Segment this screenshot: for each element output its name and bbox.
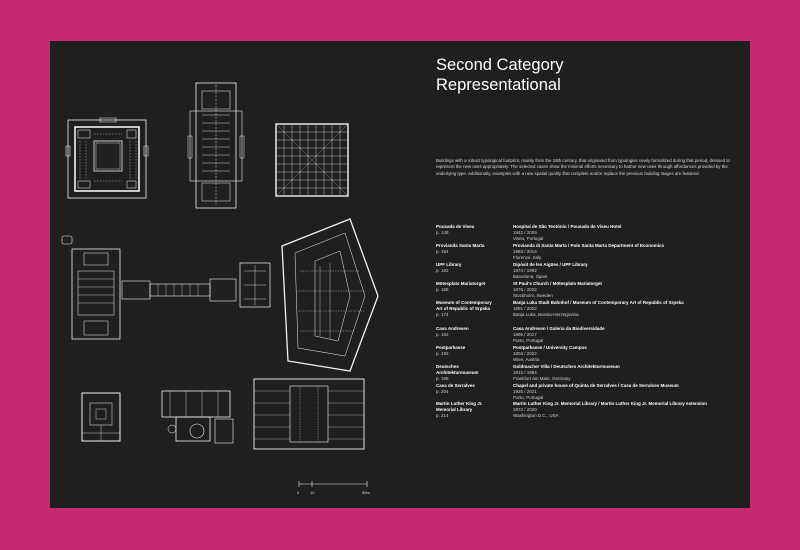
page-reference: p. 154 [436,248,449,254]
project-subtitle: Goldmacher Villa / Deutsches Architekturmuseum [513,364,620,369]
page-title [436,55,564,95]
project-name: Architekturmuseum [436,369,479,375]
project-name-column [436,300,510,318]
project-location: Barcelona, Spain [513,273,548,279]
project-name-column [436,224,510,236]
project-location: Wien, Austria [513,356,540,362]
plan-pousada-de-viseu [66,118,148,198]
project-years: 1972 / 2020 [513,406,537,412]
intro-paragraph: Buildings with a robust typological footprint, mainly from the 19th century, that originated from typologies newly formalized during that period, dressed to represent the new uses appropriately. The selected cases show the minimal efforts necessary to harbor new uses through affordances provided by the underlying type. Additionally, examples with a new spatial quality that complete and/or replace the previous building stages are featured. [436,158,731,176]
project-detail-column [513,326,743,344]
project-name-column [436,364,510,382]
project-location: Washington D.C., USA [513,412,559,418]
project-subtitle: Hospital de São Teotónio / Pousada de Viseu Hotel [513,224,622,229]
project-years: 1925 / 2021 [513,388,537,394]
project-location: Stockholm, Sweden [513,292,553,298]
project-detail-column [513,224,743,242]
page-reference: p. 192 [436,350,449,356]
project-detail-column [513,262,743,280]
project-name: UPF Library [436,262,462,267]
scale-tick-50m: 50m [362,490,370,495]
page-reference: p. 214 [436,412,449,418]
project-subtitle: St Paul's Church / Mötesplats Mariatorget [513,281,602,286]
page-reference: p. 204 [436,388,449,394]
plan-casa-de-serralves [162,391,233,443]
project-years: 1891 / 2022 [513,305,537,311]
project-name: Deutsches [436,364,459,369]
plan-martin-luther-king-library [282,219,378,371]
project-name-column [436,326,510,338]
page-reference: p. 198 [436,375,449,381]
project-years: 1874 / 1992 [513,267,537,273]
plan-banja-luka-station [122,263,270,307]
project-detail-column [513,243,743,261]
project-years: 1912 / 1984 [513,369,537,375]
page-reference: p. 162 [436,267,449,273]
project-subtitle: Postparkasse / University Campus [513,345,587,350]
project-name: Pousada de Viseu [436,224,475,229]
project-detail-column [513,300,743,318]
project-name: Provianda Santa Marta [436,243,485,248]
project-location: Frankfurt am Main, Germany [513,375,571,381]
page-reference: p. 148 [436,229,449,235]
project-subtitle: Dipòsit de les Aigües / UPF Library [513,262,588,267]
project-name: Art of Republic of Srpska [436,305,491,311]
project-name: Museum of Contemporary [436,300,492,305]
project-subtitle: Provianda di Santa Marta / Polo Santa Marta Department of Economics [513,243,665,248]
title-line-1: Second Category [436,56,564,74]
project-location: Viseu, Portugal [513,235,544,241]
plan-casa-andresen [82,393,120,441]
project-years: 1883 / 2014 [513,248,537,254]
project-detail-column [513,383,743,401]
project-detail-column [513,364,743,382]
project-name-column [436,401,510,419]
scale-tick-0: 0 [297,490,300,495]
book-spread [50,41,750,508]
project-name: Casa Andresen [436,326,469,331]
project-detail-column [513,401,743,419]
project-location: Banja Luka, Bosnia-Herzegovina [513,311,579,317]
project-years: 1895 / 2017 [513,331,537,337]
project-detail-column [513,281,743,299]
project-name-column [436,345,510,357]
page-reference: p. 168 [436,286,449,292]
plan-upf-library [276,124,348,196]
project-detail-column [513,345,743,363]
project-subtitle: Chapel and private house of Quinta de Serralves / Casa de Serralves Museum [513,383,679,388]
plan-deutsches-architekturmuseum [254,379,364,449]
page-reference: p. 174 [436,311,449,317]
project-name-column [436,281,510,293]
plan-provianda-santa-marta [188,83,244,208]
floor-plans-panel [50,41,430,508]
page-reference: p. 182 [436,331,449,337]
project-subtitle: Banja Luka Stadt Bahnhof / Museum of Contemporary Art of Republic of Srpska [513,300,684,305]
project-name-column [436,243,510,255]
project-subtitle: Martin Luther King Jr. Memorial Library / Martin Luther King Jr. Memorial Library extension [513,401,708,406]
title-line-2: Representational [436,76,561,94]
project-name: Martin Luther King Jr. [436,401,483,406]
project-name: Postparkasse [436,345,466,350]
scale-tick-10: 10 [310,490,315,495]
project-name: Mötesplats Mariatorget [436,281,486,286]
project-subtitle: Casa Andresen / Galeria da Biodiversidade [513,326,605,331]
plan-motesplats-mariatorget [62,236,120,339]
project-years: 1904 / 2022 [513,350,537,356]
project-location: Florence, Italy [513,254,542,260]
project-name-column [436,383,510,395]
project-name-column [436,262,510,274]
project-name: Memorial Library [436,406,473,412]
project-name: Casa de Serralves [436,383,475,388]
project-location: Porto, Portugal [513,337,544,343]
project-location: Porto, Portugal [513,394,544,400]
project-years: 1842 / 2009 [513,229,537,235]
project-years: 1876 / 2022 [513,286,537,292]
floor-plans-drawing [50,41,430,508]
scale-bar [299,481,367,487]
